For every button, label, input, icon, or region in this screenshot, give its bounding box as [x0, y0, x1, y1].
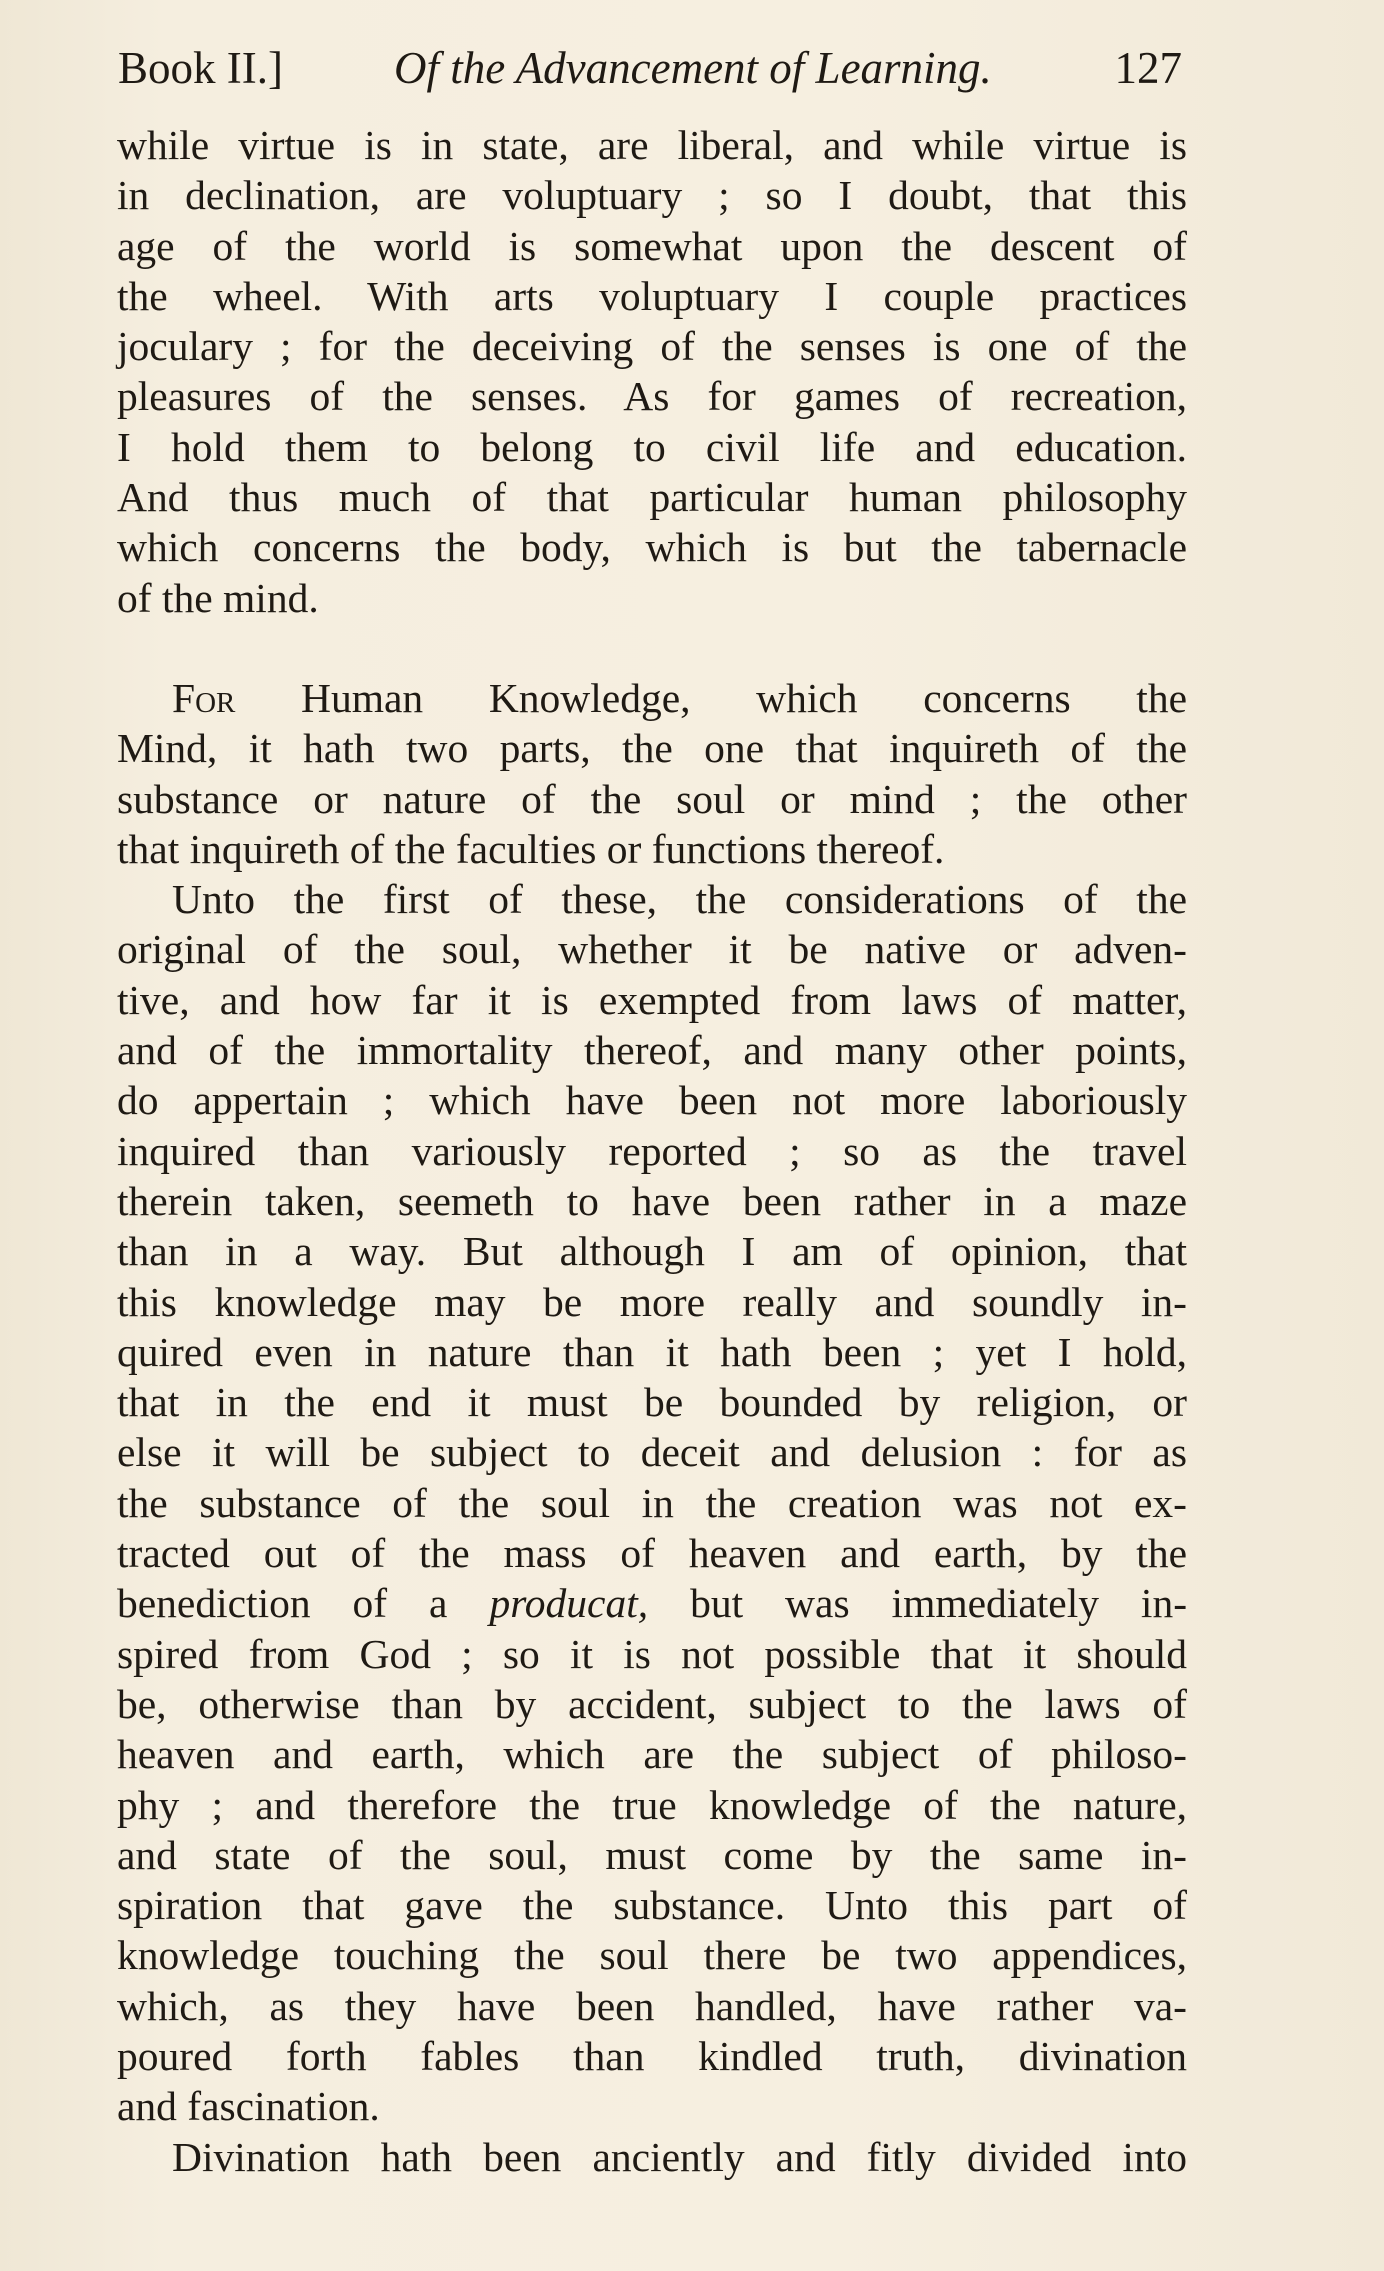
text-line: pleasures of the senses. As for games of recreation, — [117, 373, 1187, 420]
text-line: Unto the first of these, the considerations of the — [172, 876, 1187, 923]
page-number: 127 — [1114, 43, 1182, 93]
running-header — [118, 42, 1182, 102]
running-title: Of the Advancement of Learning. — [394, 43, 992, 93]
latin-term: producat, — [489, 1580, 649, 1627]
text-line: while virtue is in state, are liberal, and while virtue is — [117, 122, 1187, 168]
text-line: heaven and earth, which are the subject of philoso- — [117, 1731, 1187, 1778]
text-line — [117, 673, 1187, 723]
paragraph-2 — [117, 673, 1187, 874]
line-rest: Human Knowledge, which concerns the — [301, 674, 1188, 721]
text-line: age of the world is somewhat upon the descent of — [117, 222, 1187, 269]
text-line: therein taken, seemeth to have been rather in a maze — [117, 1177, 1187, 1224]
text-line: original of the soul, whether it be native or adven- — [117, 926, 1187, 973]
book-label: Book II.] — [118, 43, 283, 93]
text-line: that inquireth of the faculties or functions thereof. — [117, 825, 945, 872]
paragraph-4 — [117, 2132, 1187, 2182]
text-line: the wheel. With arts voluptuary I couple practices — [117, 272, 1187, 319]
section-break — [117, 623, 1187, 673]
paragraph-1 — [117, 120, 1187, 623]
text-line: and of the immortality thereof, and many other points, — [117, 1027, 1187, 1074]
text-line: else it will be subject to deceit and delusion : for as — [117, 1429, 1187, 1476]
text-line: be, otherwise than by accident, subject to the laws of — [117, 1680, 1187, 1727]
text-line: of the mind. — [117, 574, 319, 621]
text-line: which, as they have been handled, have rather va- — [117, 1982, 1187, 2029]
line-pre: benediction of a — [117, 1580, 448, 1627]
text-line: knowledge touching the soul there be two appendices, — [117, 1932, 1187, 1979]
text-line: which concerns the body, which is but the tabernacle — [117, 524, 1187, 571]
text-line: than in a way. But although I am of opinion, that — [117, 1228, 1187, 1275]
text-line: phy ; and therefore the true knowledge of the nature, — [117, 1781, 1187, 1828]
text-line: tracted out of the mass of heaven and earth, by the — [117, 1530, 1187, 1577]
line-post: but was immediately in- — [690, 1580, 1188, 1627]
text-line: tive, and how far it is exempted from laws of matter, — [117, 976, 1187, 1023]
text-line: joculary ; for the deceiving of the senses is one of the — [117, 323, 1187, 370]
text-line: this knowledge may be more really and soundly in- — [117, 1278, 1187, 1325]
text-line — [117, 1578, 1187, 1628]
text-line: Mind, it hath two parts, the one that inquireth of the — [117, 725, 1187, 772]
text-line: quired even in nature than it hath been ; yet I hold, — [117, 1328, 1187, 1375]
text-line: and fascination. — [117, 2083, 380, 2130]
text-line: the substance of the soul in the creation was not ex- — [117, 1479, 1187, 1526]
body-text — [117, 120, 1187, 2182]
lead-word: For — [172, 674, 236, 721]
text-line: poured forth fables than kindled truth, divination — [117, 2032, 1187, 2079]
text-line: in declination, are voluptuary ; so I doubt, that this — [117, 172, 1187, 219]
paragraph-3 — [117, 874, 1187, 2131]
text-line: spiration that gave the substance. Unto this part of — [117, 1882, 1187, 1929]
text-line: that in the end it must be bounded by religion, or — [117, 1379, 1187, 1426]
text-line: spired from God ; so it is not possible that it should — [117, 1630, 1187, 1677]
text-line: I hold them to belong to civil life and education. — [117, 423, 1187, 470]
text-line: And thus much of that particular human philosophy — [117, 474, 1187, 521]
text-line: do appertain ; which have been not more laboriously — [117, 1077, 1187, 1124]
text-line: and state of the soul, must come by the same in- — [117, 1831, 1187, 1878]
text-line: Divination hath been anciently and fitly divided into — [172, 2133, 1187, 2180]
text-line: substance or nature of the soul or mind ; the other — [117, 775, 1187, 822]
text-line: inquired than variously reported ; so as the travel — [117, 1127, 1187, 1174]
